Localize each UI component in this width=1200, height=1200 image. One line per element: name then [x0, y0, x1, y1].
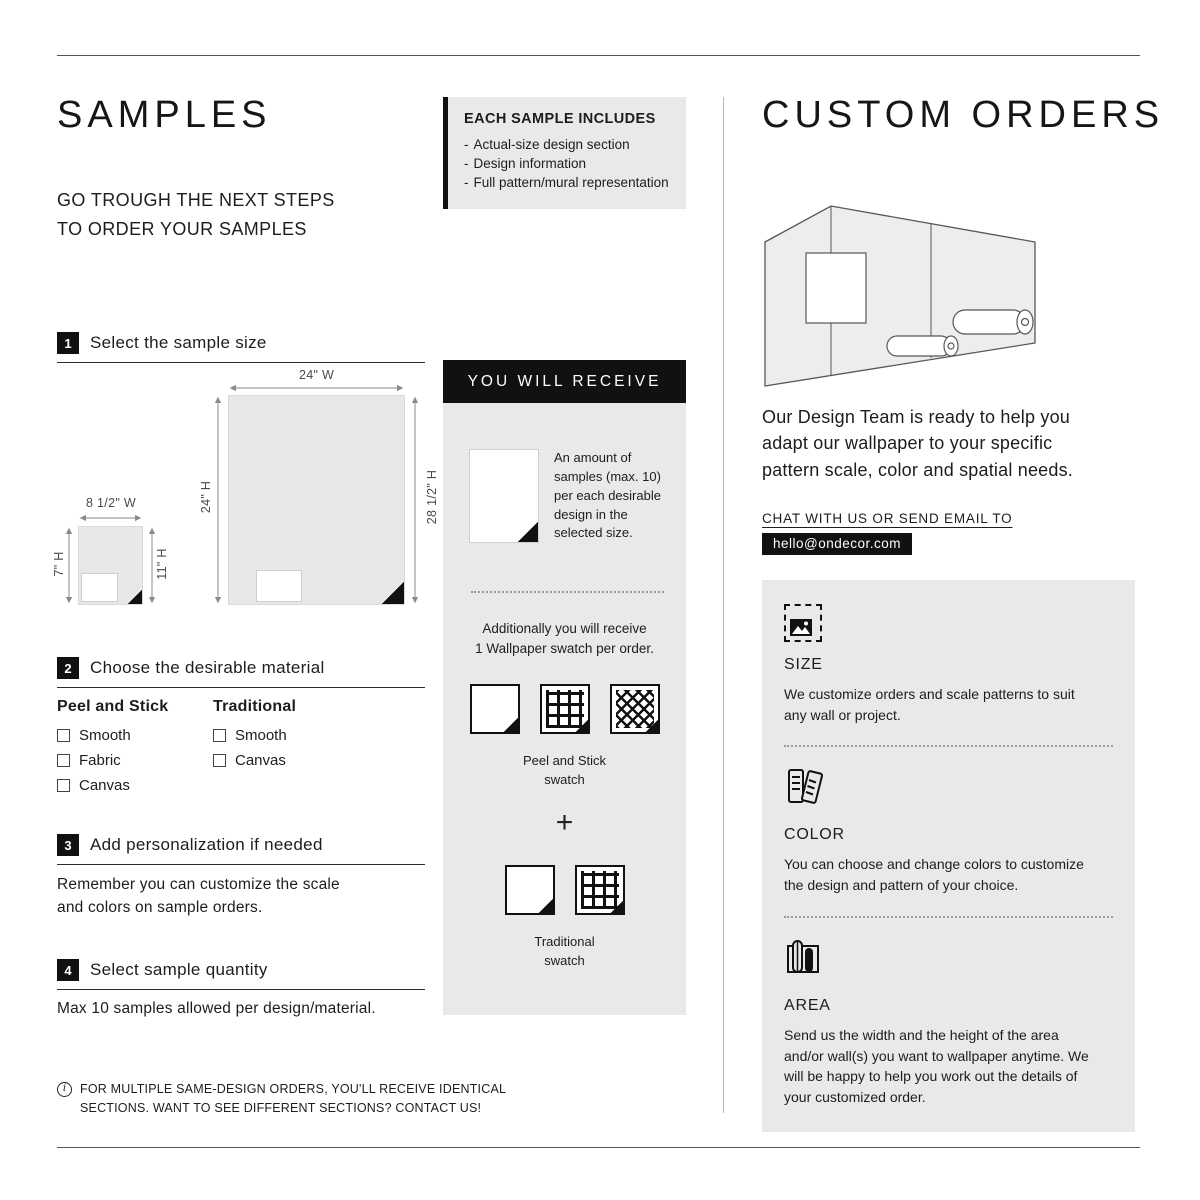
column-divider: [723, 97, 724, 1113]
step-1-label: Select the sample size: [90, 333, 267, 352]
step-2-number: 2: [57, 657, 79, 679]
wallpaper-rolls-box-icon: [784, 938, 1113, 983]
material-option-label: Smooth: [235, 727, 287, 744]
checkbox-icon[interactable]: [213, 754, 226, 767]
step-3-header: [57, 834, 425, 865]
material-options: [57, 698, 296, 802]
you-will-receive-body: [443, 403, 686, 971]
step-3-number: 3: [57, 834, 79, 856]
step-3-description-line: Remember you can customize the scale: [57, 876, 340, 893]
additional-text-line: Additionally you will receive: [482, 621, 647, 637]
dim-large-height-left: 24" H: [199, 480, 213, 514]
checkbox-icon[interactable]: [57, 779, 70, 792]
color-swatches-icon: [784, 767, 1113, 812]
includes-item-text: - Full pattern/mural representation: [473, 174, 669, 190]
samples-intro-line-2: TO ORDER YOUR SAMPLES: [57, 219, 307, 240]
feature-title-color: COLOR: [784, 826, 845, 844]
material-option-label: Fabric: [79, 752, 121, 769]
you-will-receive-title: YOU WILL RECEIVE: [467, 372, 662, 390]
you-will-receive-panel: [443, 360, 686, 1015]
peel-and-stick-swatch-row: [463, 684, 666, 734]
dim-large-width: 24" W: [298, 368, 335, 382]
email-address[interactable]: hello@ondecor.com: [762, 533, 912, 555]
footnote-text: [80, 1080, 506, 1118]
dotted-separator: [471, 591, 664, 593]
material-option-label: Canvas: [235, 752, 286, 769]
material-option-label: Canvas: [79, 777, 130, 794]
actual-size-section: [81, 573, 118, 602]
material-column-peel-and-stick: [57, 698, 213, 802]
material-title: Peel and Stick: [57, 698, 169, 715]
step-1-number: 1: [57, 332, 79, 354]
folded-corner-icon: [382, 582, 404, 604]
material-option-fabric[interactable]: [57, 752, 213, 769]
plus-icon: +: [555, 806, 574, 840]
traditional-swatch-label: [463, 933, 666, 971]
bottom-divider: [57, 1147, 1140, 1148]
each-sample-includes-box: [443, 97, 686, 209]
material-option-smooth[interactable]: [57, 727, 213, 744]
folded-corner-icon: [128, 590, 142, 604]
you-will-receive-header: [443, 360, 686, 403]
sample-size-diagram: [52, 368, 442, 613]
step-1-header: [57, 332, 425, 363]
actual-size-section: [256, 570, 302, 602]
folded-corner-icon: [539, 899, 553, 913]
traditional-swatch-row: [463, 865, 666, 915]
dim-small-height-left: 7" H: [52, 551, 66, 577]
footnote-line: FOR MULTIPLE SAME-DESIGN ORDERS, YOU'LL RECEIVE IDENTICAL: [80, 1082, 507, 1096]
peel-and-stick-swatch-label: [463, 752, 666, 790]
grid-pattern-swatch-graphic: [540, 684, 590, 734]
folded-corner-icon: [576, 720, 588, 732]
step-3-label: Add personalization if needed: [90, 835, 323, 854]
step-4-number: 4: [57, 959, 79, 981]
includes-item: [464, 136, 672, 155]
custom-orders-intro: Our Design Team is ready to help you adapt our wallpaper to your specific pattern scale, color and spatial needs.: [762, 407, 1073, 480]
sample-sheet-graphic: [469, 449, 539, 543]
dim-small-width: 8 1/2" W: [86, 496, 136, 510]
sample-amount-text: An amount of samples (max. 10) per each desirable design in the selected size.: [554, 450, 661, 541]
includes-item: [464, 155, 672, 174]
large-sample-sheet: [228, 395, 405, 605]
samples-intro-line-1: GO TROUGH THE NEXT STEPS: [57, 190, 335, 210]
feature-title-size: SIZE: [784, 656, 823, 673]
swatch-label-line: Peel and Stick: [522, 753, 607, 769]
additional-text: [463, 619, 666, 658]
blank-swatch-graphic: [505, 865, 555, 915]
chat-with-us-label: CHAT WITH US OR SEND EMAIL TO: [762, 511, 1013, 526]
includes-item-text: - Design information: [473, 155, 587, 171]
includes-item: [464, 174, 672, 193]
checkbox-icon[interactable]: [213, 729, 226, 742]
swatch-label-line: swatch: [544, 952, 585, 968]
feature-text-area: Send us the width and the height of the area and/or wall(s) you want to wallpaper anytime. We will be happy to help you work out the details of your customized order.: [784, 1026, 1089, 1106]
grid-pattern-swatch-graphic: [575, 865, 625, 915]
includes-item-text: - Actual-size design section: [473, 137, 630, 152]
image-size-icon: [784, 604, 822, 642]
blank-swatch-graphic: [470, 684, 520, 734]
small-sample-sheet: [78, 526, 143, 605]
info-icon: [57, 1082, 72, 1097]
feature-title-area: AREA: [784, 996, 831, 1014]
folded-corner-icon: [646, 720, 658, 732]
swatch-label-line: swatch: [544, 772, 585, 788]
material-option-label: Smooth: [79, 727, 131, 744]
crosshatch-pattern-swatch-graphic: [610, 684, 660, 734]
footnote: [57, 1080, 506, 1118]
material-option-canvas[interactable]: [57, 777, 213, 794]
includes-title: EACH SAMPLE INCLUDES: [464, 111, 656, 127]
step-2-label: Choose the desirable material: [90, 658, 325, 677]
additional-text-line: 1 Wallpaper swatch per order.: [475, 640, 654, 656]
material-option-smooth-traditional[interactable]: [213, 727, 296, 744]
material-option-canvas-traditional[interactable]: [213, 752, 296, 769]
step-3-description-line: and colors on sample orders.: [57, 899, 263, 917]
material-column-traditional: [213, 698, 296, 802]
material-title: Traditional: [213, 698, 297, 715]
top-divider: [57, 55, 1140, 56]
feature-text-size: We customize orders and scale patterns to suit any wall or project.: [784, 686, 1075, 723]
folded-corner-icon: [504, 718, 518, 732]
swatch-label-line: Traditional: [534, 934, 595, 950]
custom-orders-title: CUSTOM ORDERS: [762, 94, 1165, 136]
dim-large-height-right: 28 1/2" H: [425, 469, 439, 525]
checkbox-icon[interactable]: [57, 729, 70, 742]
checkbox-icon[interactable]: [57, 754, 70, 767]
samples-intro: [57, 186, 335, 244]
step-4-header: [57, 959, 425, 990]
feature-text-color: You can choose and change colors to customize the design and pattern of your choice.: [784, 856, 1084, 894]
step-4-label: Select sample quantity: [90, 960, 268, 979]
sample-amount-row: [469, 449, 666, 543]
step-4-description: Max 10 samples allowed per design/material.: [57, 1000, 376, 1017]
folded-corner-icon: [611, 901, 623, 913]
step-2-header: [57, 657, 425, 688]
dotted-separator: [784, 916, 1113, 918]
folded-corner-icon: [518, 522, 538, 542]
samples-title: SAMPLES: [57, 94, 272, 136]
footnote-line: SECTIONS. WANT TO SEE DIFFERENT SECTIONS? CONTACT US!: [80, 1100, 482, 1115]
dim-small-height-right: 11" H: [155, 548, 169, 580]
dotted-separator: [784, 745, 1113, 747]
step-3-description: [57, 873, 340, 920]
wallpaper-wall-illustration: [763, 198, 1043, 395]
custom-order-features-box: [762, 580, 1135, 1132]
